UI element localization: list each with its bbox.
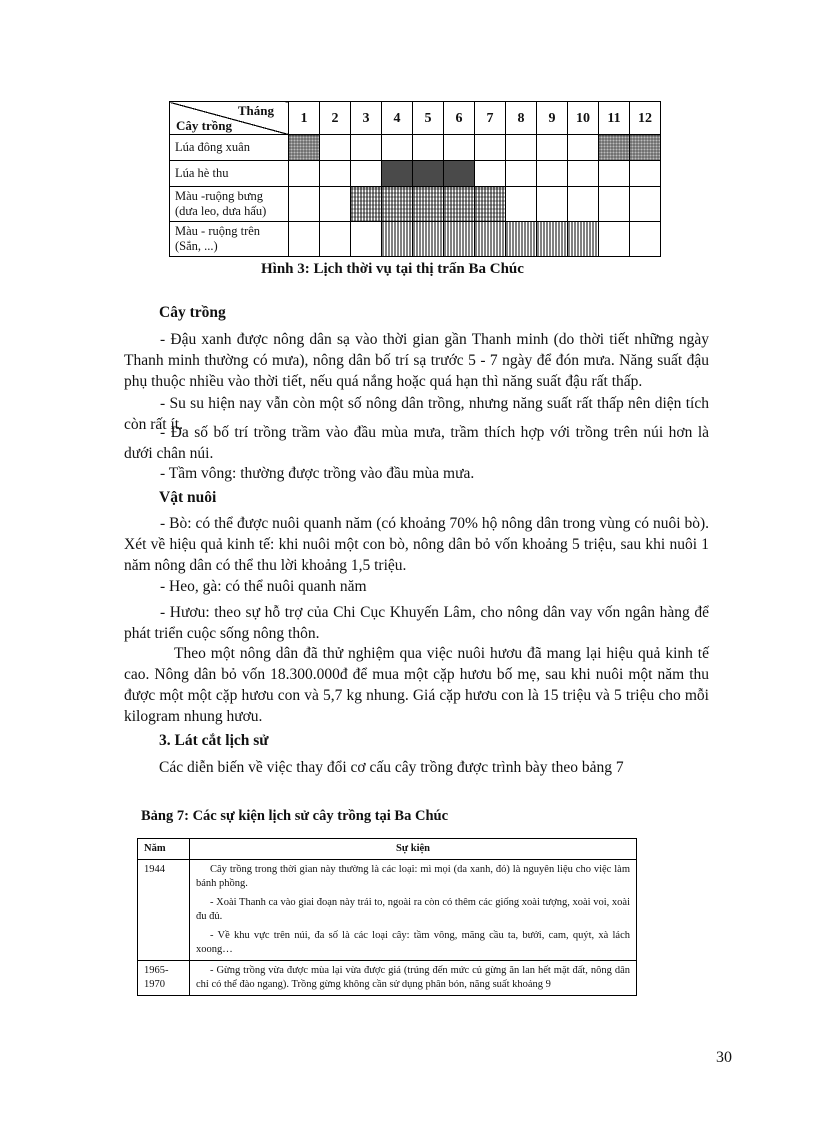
column-header-year: Năm [138,839,190,860]
active-season-cell [599,135,630,161]
month-cell [568,187,599,222]
crop-label: Lúa hè thu [170,161,289,187]
calendar-corner-header [170,102,289,135]
paragraph: - Tầm vông: thường được trồng vào đầu mùa mưa. [160,465,475,482]
calendar-row [170,187,661,222]
month-cell [630,222,661,257]
table-row [138,860,637,961]
month-cell [630,187,661,222]
paragraph: Các diễn biến về việc thay đổi cơ cấu cây trồng được trình bày theo bảng 7 [159,759,624,776]
paragraph: Theo một nông dân đã thử nghiệm qua việc nuôi hươu đã mang lại hiệu quả kinh tế cao. Nông dân bỏ vốn 18.300.000đ để mua một cặp hươu bố mẹ, sau khi nuôi một năm thu được một một cặp hươu con và 5,7 kg nhung. Giá cặp hươu con là 15 triệu và 5 triệu cho mỗi kilogram nhung hươu. [124,645,709,725]
month-cell [444,135,475,161]
active-season-cell [351,187,382,222]
month-cell [537,187,568,222]
paragraph: - Bò: có thể được nuôi quanh năm (có khoảng 70% hộ nông dân trong vùng có nuôi bò). Xét về hiệu quả kinh tế: khi nuôi một con bò, nông dân bỏ vốn khoảng 5 triệu, sau khi nuôi 1 năm nông dân có thể thu lời khoảng 1,5 triệu. [124,515,709,574]
active-season-cell [630,135,661,161]
month-cell [599,222,630,257]
table-title: Bảng 7: Các sự kiện lịch sử cây trồng tại Ba Chúc [141,808,449,824]
table-row [138,961,637,996]
month-header-label: Tháng [237,103,274,118]
event-cell [190,961,637,996]
active-season-cell [506,222,537,257]
month-header: 1 [289,102,320,135]
active-season-cell [444,187,475,222]
month-cell [506,187,537,222]
month-header: 4 [382,102,413,135]
month-header: 5 [413,102,444,135]
month-header: 6 [444,102,475,135]
crop-calendar-table [169,101,661,257]
active-season-cell [289,135,320,161]
month-header: 9 [537,102,568,135]
month-cell [320,222,351,257]
paragraph: - Đa số bố trí trồng trầm vào đầu mùa mưa, trầm thích hợp với trồng trên núi hơn là dưới chân núi. [124,424,709,462]
active-season-cell [537,222,568,257]
month-cell [537,135,568,161]
calendar-header-row [170,102,661,135]
paragraph: - Hươu: theo sự hỗ trợ của Chi Cục Khuyến Lâm, cho nông dân vay vốn ngân hàng để phát triển cuộc sống nông thôn. [124,604,709,642]
month-header: 8 [506,102,537,135]
month-cell [351,135,382,161]
active-season-cell [413,161,444,187]
calendar-row [170,222,661,257]
month-cell [320,161,351,187]
month-cell [382,135,413,161]
section-heading-history: 3. Lát cắt lịch sử [159,732,269,749]
month-cell [630,161,661,187]
active-season-cell [413,222,444,257]
month-cell [351,222,382,257]
month-header: 3 [351,102,382,135]
section-heading-livestock: Vật nuôi [159,489,217,506]
active-season-cell [382,187,413,222]
month-cell [568,135,599,161]
month-header: 2 [320,102,351,135]
crop-label: Màu -ruộng bưng (dưa leo, dưa hấu) [170,187,289,222]
crop-label: Lúa đông xuân [170,135,289,161]
month-header: 10 [568,102,599,135]
month-cell [289,161,320,187]
event-text: - Về khu vực trên núi, đa số là các loại cây: tầm vông, mãng cầu ta, bưởi, cam, quýt, xà lách xoong… [196,930,630,955]
event-text: - Gừng trồng vừa được mùa lại vừa được giá (trúng đến mức củ gừng ăn lan hết mặt đất, nông dân chỉ có thể đào ngang). Trồng gừng không cần sử dụng phân bón, năng suất khoảng 9 [196,965,630,990]
event-text: Cây trồng trong thời gian này thường là các loại: mì mọi (da xanh, đỏ) là nguyên liệu cho việc làm bánh phồng. [196,864,630,889]
month-cell [320,135,351,161]
month-cell [568,161,599,187]
month-cell [289,222,320,257]
month-header: 11 [599,102,630,135]
column-header-event: Sự kiện [190,839,637,860]
paragraph: - Su su hiện nay vẫn còn một số nông dân trồng, nhưng năng suất rất thấp nên diện tích còn rất ít. [124,395,709,433]
active-season-cell [444,161,475,187]
active-season-cell [382,161,413,187]
month-cell [506,161,537,187]
paragraph: - Đậu xanh được nông dân sạ vào thời gian gần Thanh minh (do thời tiết những ngày Thanh minh thường có mưa), nông dân bố trí sạ trước 5 - 7 ngày để đón mưa. Năng suất đậu phụ thuộc nhiều vào thời tiết, nếu quá nắng hoặc quá hạn thì năng suất đậu rất thấp. [124,331,709,390]
month-cell [320,187,351,222]
history-table [137,838,637,996]
month-cell [537,161,568,187]
crop-header-label: Cây trồng [176,118,232,133]
active-season-cell [475,187,506,222]
month-header: 12 [630,102,661,135]
month-cell [351,161,382,187]
section-heading-crops: Cây trồng [159,304,226,321]
active-season-cell [475,222,506,257]
event-cell [190,860,637,961]
active-season-cell [382,222,413,257]
active-season-cell [413,187,444,222]
month-cell [289,187,320,222]
paragraph: - Heo, gà: có thể nuôi quanh năm [160,578,367,595]
year-cell: 1965-1970 [138,961,190,996]
month-cell [599,187,630,222]
year-cell: 1944 [138,860,190,961]
event-text: - Xoài Thanh ca vào giai đoạn này trái to, ngoài ra còn có thêm các giống xoài tượng, xoài voi, xoài đu đủ. [196,897,630,922]
active-season-cell [568,222,599,257]
page-number: 30 [716,1049,732,1066]
month-cell [475,135,506,161]
active-season-cell [444,222,475,257]
month-cell [506,135,537,161]
month-header: 7 [475,102,506,135]
month-cell [413,135,444,161]
calendar-row [170,161,661,187]
month-cell [599,161,630,187]
table-header-row [138,839,637,860]
figure-caption: Hình 3: Lịch thời vụ tại thị trấn Ba Chúc [261,261,524,277]
calendar-row [170,135,661,161]
crop-label: Màu - ruộng trên (Sắn, ...) [170,222,289,257]
month-cell [475,161,506,187]
